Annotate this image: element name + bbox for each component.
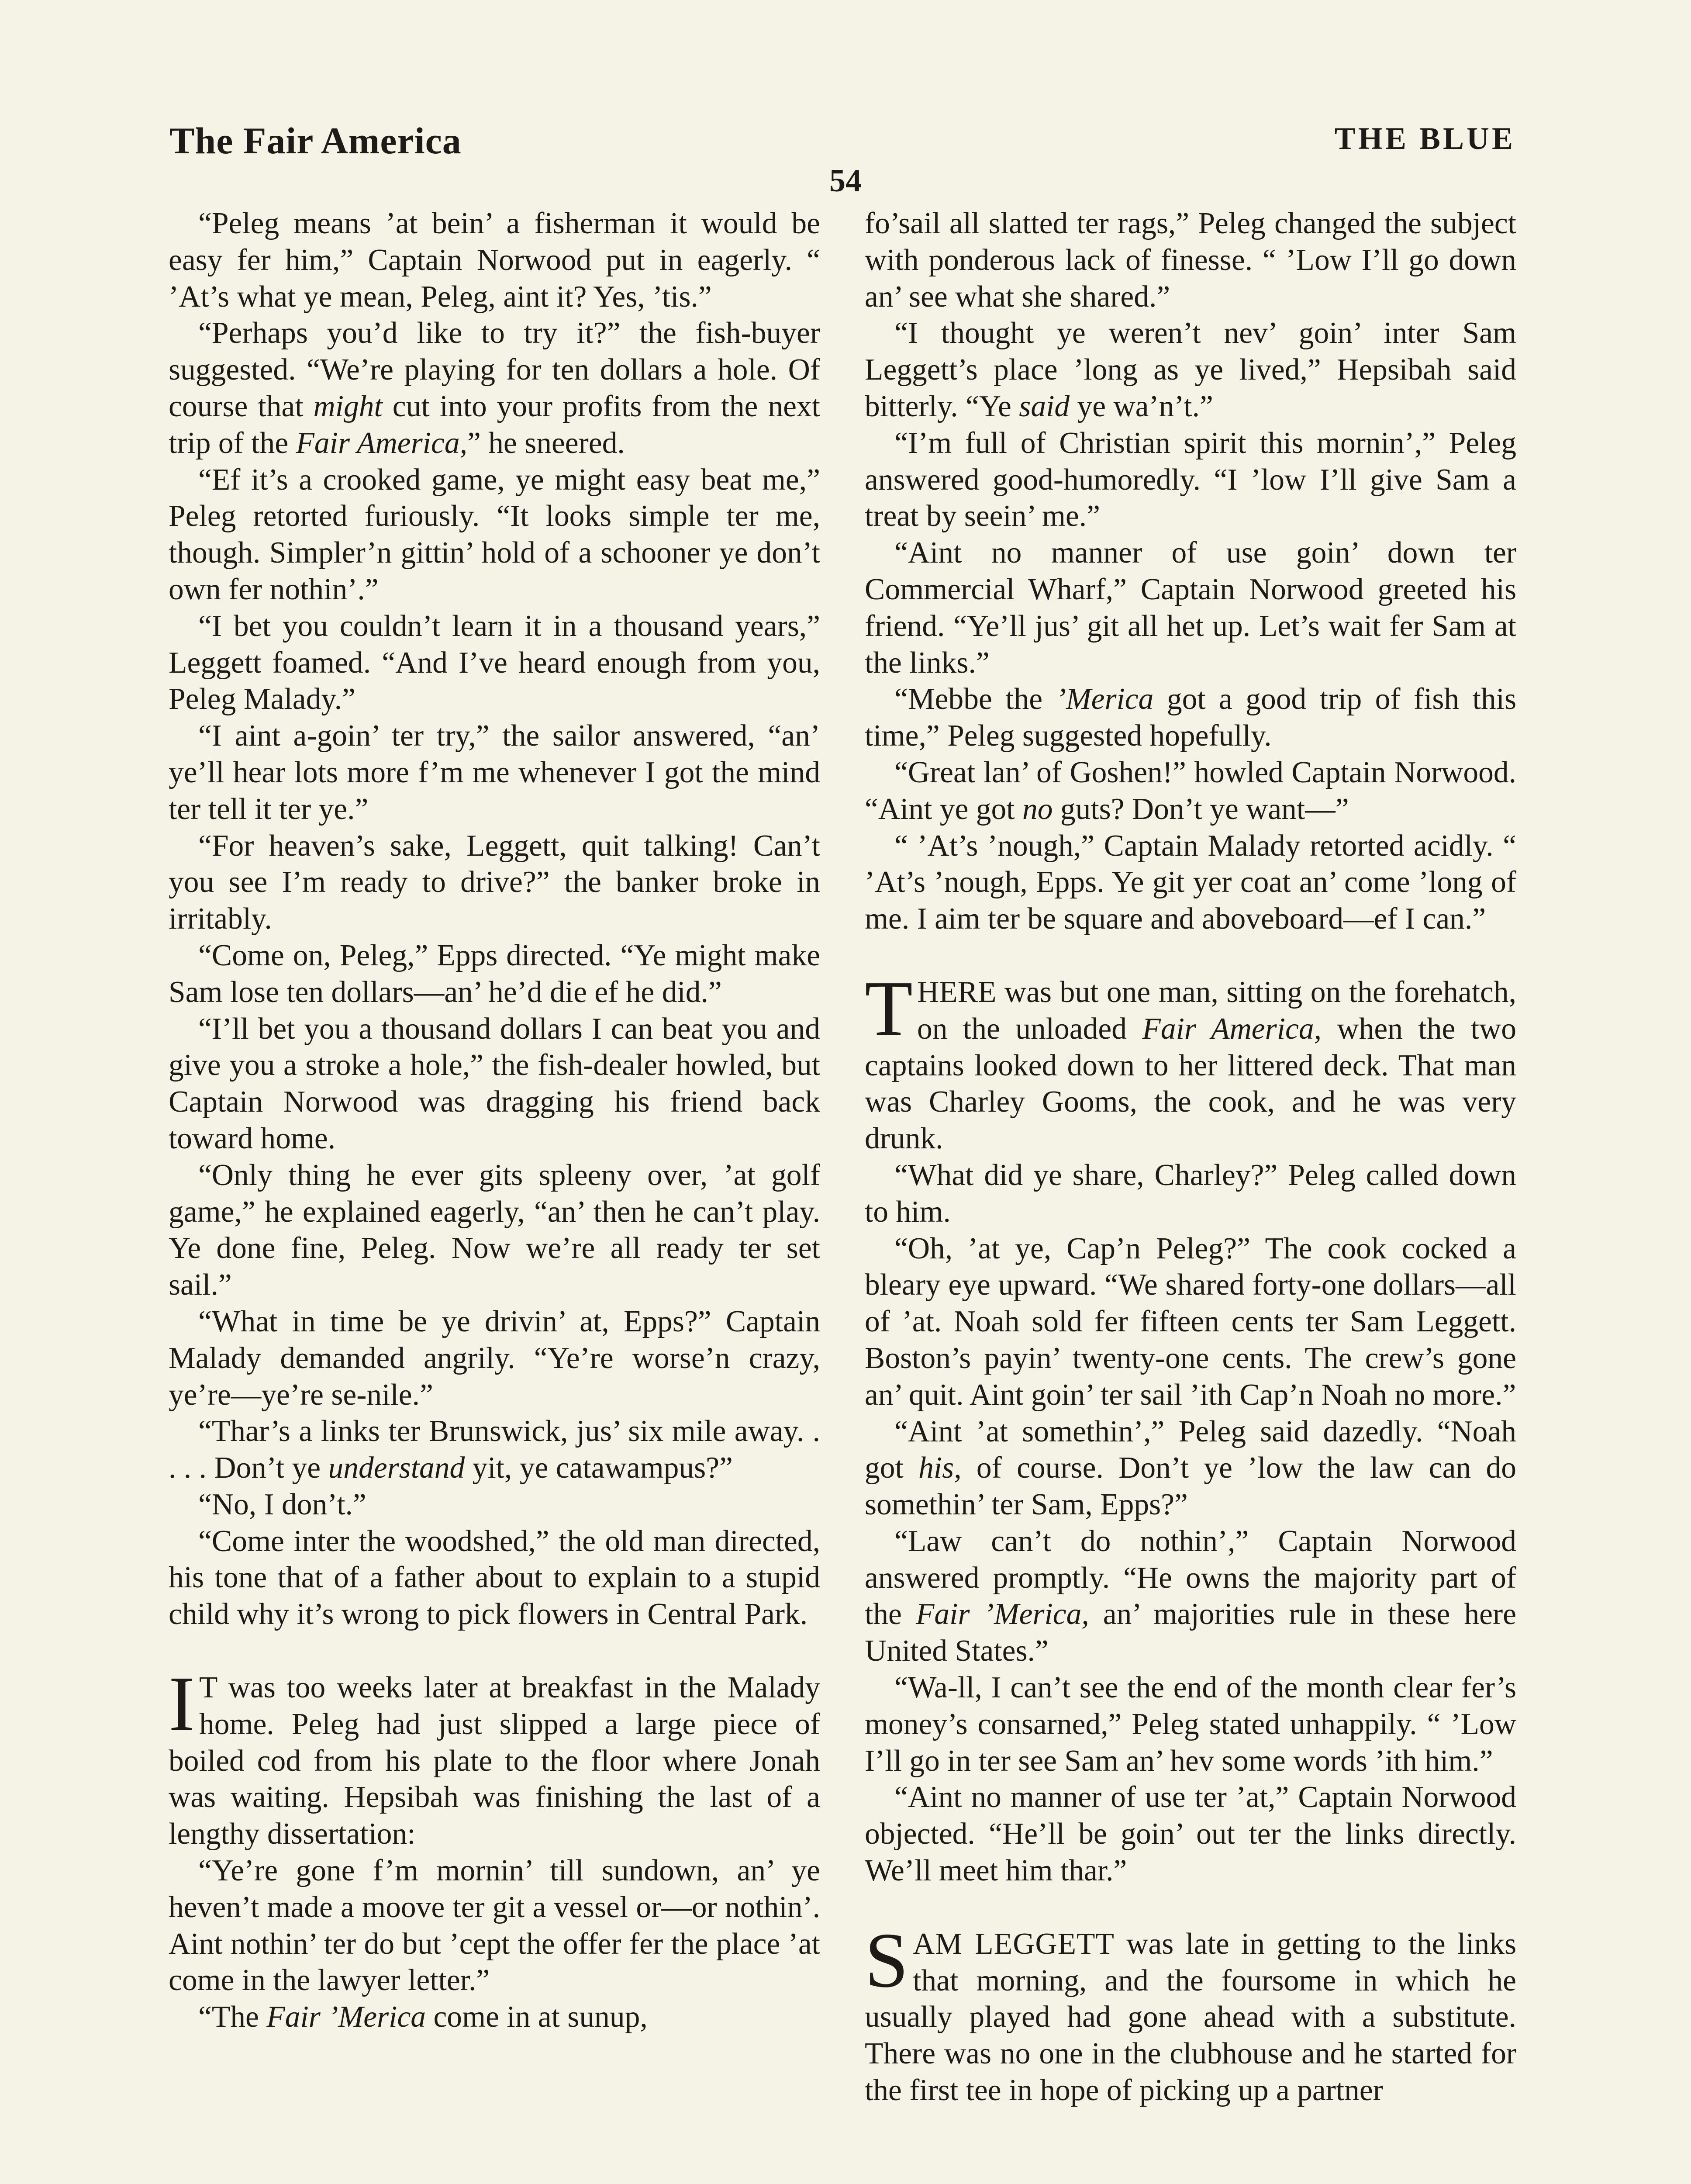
right-text-column xyxy=(865,205,1516,2109)
paragraph: “Peleg means ’at bein’ a fisherman it would be easy fer him,” Captain Norwood put in eagerly. “ ’At’s what ye mean, Peleg, aint it? Yes, ’tis.” xyxy=(169,207,820,314)
italic-text: no xyxy=(1022,792,1053,826)
italic-text: Fair ’Merica xyxy=(266,2000,426,2034)
paragraph: “Perhaps you’d like to try it?” the fish-buyer suggested. “We’re playing for ten dollars a hole. Of course that might cut into your profits from the next trip of the Fair America,” he sneered. xyxy=(169,316,820,460)
paragraph: “Ef it’s a crooked game, ye might easy beat me,” Peleg retorted furiously. “It looks simple ter me, though. Simpler’n gittin’ hold of a schooner ye don’t own fer nothin’.” xyxy=(169,463,820,606)
italic-text: understand xyxy=(328,1451,465,1485)
paragraph: “Aint no manner of use goin’ down ter Commercial Wharf,” Captain Norwood greeted his friend. “Ye’ll jus’ git all het up. Let’s wait fer Sam at the links.” xyxy=(865,536,1516,680)
paragraph: “The Fair ’Merica come in at sunup, xyxy=(198,2000,648,2034)
paragraph: “No, I don’t.” xyxy=(198,1487,366,1521)
magazine-title: THE BLUE xyxy=(1334,121,1515,156)
paragraph: “Ye’re gone f’m mornin’ till sundown, an’ ye heven’t made a moove ter git a vessel or—or nothin’. Aint nothin’ ter do but ’cept the offer fer the place ’at come in the lawyer letter.” xyxy=(169,1854,820,1997)
paragraph: “What in time be ye drivin’ at, Epps?” Captain Malady demanded angrily. “Ye’re worse’n crazy, ye’re—ye’re se-nile.” xyxy=(169,1304,820,1412)
paragraph: “I thought ye weren’t nev’ goin’ inter Sam Leggett’s place ’long as ye lived,” Hepsibah said bitterly. “Ye said ye wa’n’t.” xyxy=(865,316,1516,423)
paragraph: “I bet you couldn’t learn it in a thousand years,” Leggett foamed. “And I’ve heard enough from you, Peleg Malady.” xyxy=(169,609,820,716)
paragraph: “Only thing he ever gits spleeny over, ’at golf game,” he explained eagerly, “an’ then he can’t play. Ye done fine, Peleg. Now we’re all ready ter set sail.” xyxy=(169,1158,820,1302)
paragraph-continued: fo’sail all slatted ter rags,” Peleg changed the subject with ponderous lack of finesse. “ ’Low I’ll go down an’ see what she shared.” xyxy=(865,207,1516,314)
paragraph: “What did ye share, Charley?” Peleg called down to him. xyxy=(865,1158,1516,1229)
paragraph: “Come on, Peleg,” Epps directed. “Ye might make Sam lose ten dollars—an’ he’d die ef he did.” xyxy=(169,938,820,1009)
italic-text: Fair ’Merica, xyxy=(915,1597,1089,1631)
italic-text: ’Merica xyxy=(1056,682,1154,716)
italic-text: Fair America, xyxy=(296,426,467,460)
small-caps-text: AM LEGGETT xyxy=(913,1927,1115,1961)
paragraph: “Aint ’at somethin’,” Peleg said dazedly. “Noah got his, of course. Don’t ye ’low the law can do somethin’ ter Sam, Epps?” xyxy=(865,1414,1516,1522)
section-opening-paragraph: SAM LEGGETT was late in getting to the links that morning, and the foursome in which he usually played had gone ahead with a substitute. There was no one in the clubhouse and he started for the first tee in hope of picking up a partner xyxy=(865,1916,1516,2108)
running-title: The Fair America xyxy=(169,120,462,162)
paragraph: “Oh, ’at ye, Cap’n Peleg?” The cook cocked a bleary eye upward. “We shared forty-one dollars—all of ’at. Noah sold fer fifteen cents ter Sam Leggett. Boston’s payin’ twenty-one cents. The crew’s gone an’ quit. Aint goin’ ter sail ’ith Cap’n Noah no more.” xyxy=(865,1231,1516,1412)
paragraph: “Aint no manner of use ter ’at,” Captain Norwood objected. “He’ll be goin’ out ter the links directly. We’ll meet him thar.” xyxy=(865,1780,1516,1888)
paragraph: “Law can’t do nothin’,” Captain Norwood answered promptly. “He owns the majority part of the Fair ’Merica, an’ majorities rule in these here United States.” xyxy=(865,1524,1516,1668)
paragraph: “I aint a-goin’ ter try,” the sailor answered, “an’ ye’ll hear lots more f’m me whenever I got the mind ter tell it ter ye.” xyxy=(169,719,820,826)
left-text-column xyxy=(169,205,820,2035)
drop-cap: T xyxy=(865,964,913,1052)
paragraph: “For heaven’s sake, Leggett, quit talking! Can’t you see I’m ready to drive?” the banker broke in irritably. xyxy=(169,829,820,936)
italic-text: his, xyxy=(918,1451,962,1485)
page-number: 54 xyxy=(829,163,862,199)
drop-cap: S xyxy=(865,1916,909,2004)
paragraph: “I’ll bet you a thousand dollars I can beat you and give you a stroke a hole,” the fish-dealer howled, but Captain Norwood was dragging his friend back toward home. xyxy=(169,1012,820,1155)
paragraph: “Wa-ll, I can’t see the end of the month clear fer’s money’s consarned,” Peleg stated unhappily. “ ’Low I’ll go in ter see Sam an’ hev some words ’ith him.” xyxy=(865,1671,1516,1778)
section-opening-paragraph: I T was too weeks later at breakfast in the Malady home. Peleg had just slipped a large piece of boiled cod from his plate to the floor where Jonah was waiting. Hepsibah was finishing the last of a lengthy dissertation: xyxy=(169,1660,820,1851)
italic-text: Fair America, xyxy=(1142,1012,1322,1046)
paragraph: “Mebbe the ’Merica got a good trip of fish this time,” Peleg suggested hopefully. xyxy=(865,682,1516,753)
paragraph: “I’m full of Christian spirit this mornin’,” Peleg answered good-humoredly. “I ’low I’ll give Sam a treat by seein’ me.” xyxy=(865,426,1516,533)
section-opening-paragraph: THERE was but one man, sitting on the forehatch, on the unloaded Fair America, when the two captains looked down to her littered deck. That man was Charley Gooms, the cook, and he was very drunk. xyxy=(865,964,1516,1156)
paragraph: “Great lan’ of Goshen!” howled Captain Norwood. “Aint ye got no guts? Don’t ye want—” xyxy=(865,755,1516,826)
italic-text: said xyxy=(1019,389,1070,423)
paragraph: “ ’At’s ’nough,” Captain Malady retorted acidly. “ ’At’s ’nough, Epps. Ye git yer coat an’ come ’long of me. I aim ter be square and aboveboard—ef I can.” xyxy=(865,829,1516,936)
italic-text: might xyxy=(313,389,383,423)
paragraph: “Come inter the woodshed,” the old man directed, his tone that of a father about to explain to a stupid child why it’s wrong to pick flowers in Central Park. xyxy=(169,1524,820,1631)
paragraph: “Thar’s a links ter Brunswick, jus’ six mile away. . . . . Don’t ye understand yit, ye catawampus?” xyxy=(169,1414,820,1485)
drop-cap: I xyxy=(169,1660,195,1748)
